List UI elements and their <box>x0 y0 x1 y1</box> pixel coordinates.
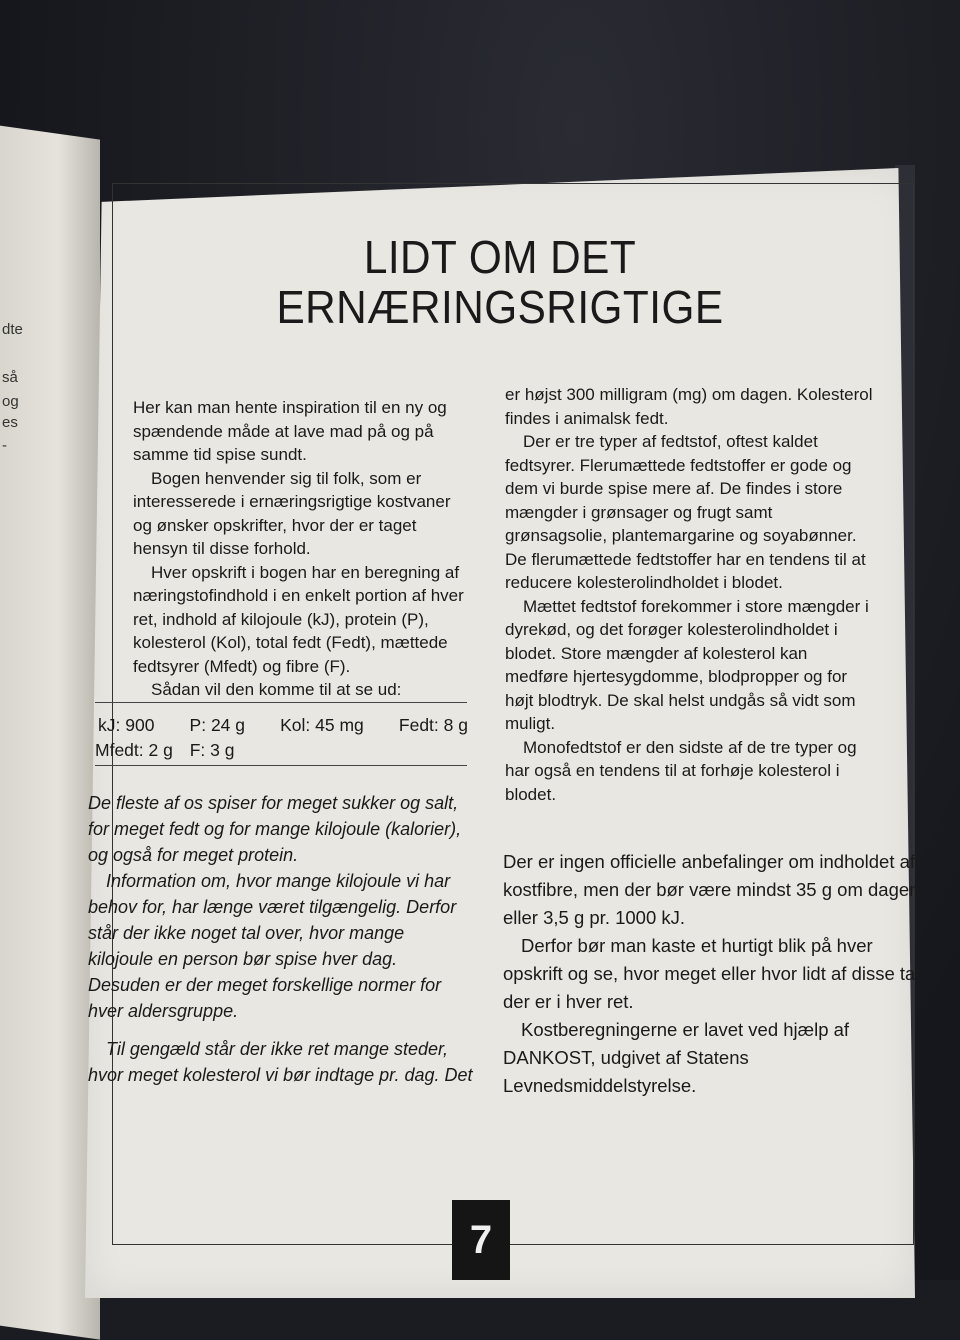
right-column-bottom <box>503 848 923 1100</box>
paragraph: Til gengæld står der ikke ret mange steder, hvor meget kolesterol vi bør indtage pr. dag. Det <box>88 1039 473 1085</box>
page-title <box>224 232 776 332</box>
paragraph: Hver opskrift i bogen har en beregning af næringstofindhold i en enkelt portion af hver ret, indhold af kilojoule (kJ), protein (P), kolesterol (Kol), total fedt (Fedt), mættede fedtsyrer (Mfedt) og fibre (F). <box>133 562 464 676</box>
paragraph: Kostberegningerne er lavet ved hjælp af DANKOST, udgivet af Statens Levnedsmiddelstyrelse. <box>503 1019 850 1096</box>
nutrition-kj: kJ: 900 <box>98 715 155 735</box>
left-page-fragment: dte <box>2 321 23 338</box>
paragraph: De fleste af os spiser for meget sukker og salt, for meget fedt og for mange kilojoule (kalorier), og også for meget protein. <box>88 793 462 865</box>
left-page-fragment: og <box>2 393 19 410</box>
left-column-intro <box>133 396 473 702</box>
paragraph: er højst 300 milligram (mg) om dagen. Kolesterol findes i animalsk fedt. <box>505 385 873 428</box>
page-number: 7 <box>452 1200 510 1280</box>
paragraph: Mættet fedtstof forekommer i store mængder i dyrekød, og det forøger kolesterolindholdet i blodet. Store mængder af kolesterol kan medføre hjertesygdomme, blodpropper og for højt blodtryk. De skal helst undgås så vidt som muligt. <box>505 596 869 733</box>
paragraph: Bogen henvender sig til folk, som er interesserede i ernæringsrigtige kostvaner og ønsker opskrifter, hvor der er taget hensyn til disse forhold. <box>133 468 451 558</box>
right-column-top <box>505 383 875 806</box>
paragraph: Her kan man hente inspiration til en ny og spændende måde at lave mad på og på samme tid spise sundt. <box>133 398 447 464</box>
left-page-fragment: - <box>2 437 7 454</box>
nutrition-example-box <box>95 702 467 766</box>
nutrition-protein: P: 24 g <box>189 715 246 735</box>
nutrition-fedt: Fedt: 8 g <box>398 715 468 735</box>
nutrition-mfedt: Mfedt: 2 g <box>95 740 173 760</box>
paragraph: Der er tre typer af fedtstof, oftest kaldet fedtsyrer. Flerumættede fedtstoffer er gode og dem vi burde spise mere af. De findes i store mængder i grønsager og frugt samt grønsagsolie, plantemargarine og soyabønner. De flerumættede fedtstoffer har en tendens til at reducere kolesterolindholdet i blodet. <box>505 432 866 592</box>
paragraph: Information om, hvor mange kilojoule vi har behov for, har længe været tilgængelig. Derfor står der ikke noget tal over, hvor mange kilojoule en person bør spise hver dag. Desuden er der meget forskellige normer for hver aldersgruppe. <box>88 871 457 1021</box>
paragraph: Sådan vil den komme til at se ud: <box>151 680 402 699</box>
nutrition-fibre: F: 3 g <box>189 740 235 760</box>
title-line: ERNÆRINGSRIGTIGE <box>276 281 724 333</box>
paragraph: Monofedtstof er den sidste af de tre typer og har også en tendens til at forhøje kolesterol i blodet. <box>505 737 857 804</box>
left-column-body <box>88 790 473 1088</box>
paragraph: Der er ingen officielle anbefalinger om indholdet af kostfibre, men der bør være mindst 35 g om dagen eller 3,5 g pr. 1000 kJ. <box>503 851 920 928</box>
left-page-edge <box>0 120 100 1340</box>
paragraph: Derfor bør man kaste et hurtigt blik på hver opskrift og se, hvor meget eller hvor lidt af disse tal der er i hver ret. <box>503 935 920 1012</box>
nutrition-kolesterol: Kol: 45 mg <box>280 715 364 735</box>
left-page-fragment: så <box>2 369 18 386</box>
title-line: LIDT OM DET <box>363 231 637 283</box>
left-page-fragment: es <box>2 414 18 431</box>
